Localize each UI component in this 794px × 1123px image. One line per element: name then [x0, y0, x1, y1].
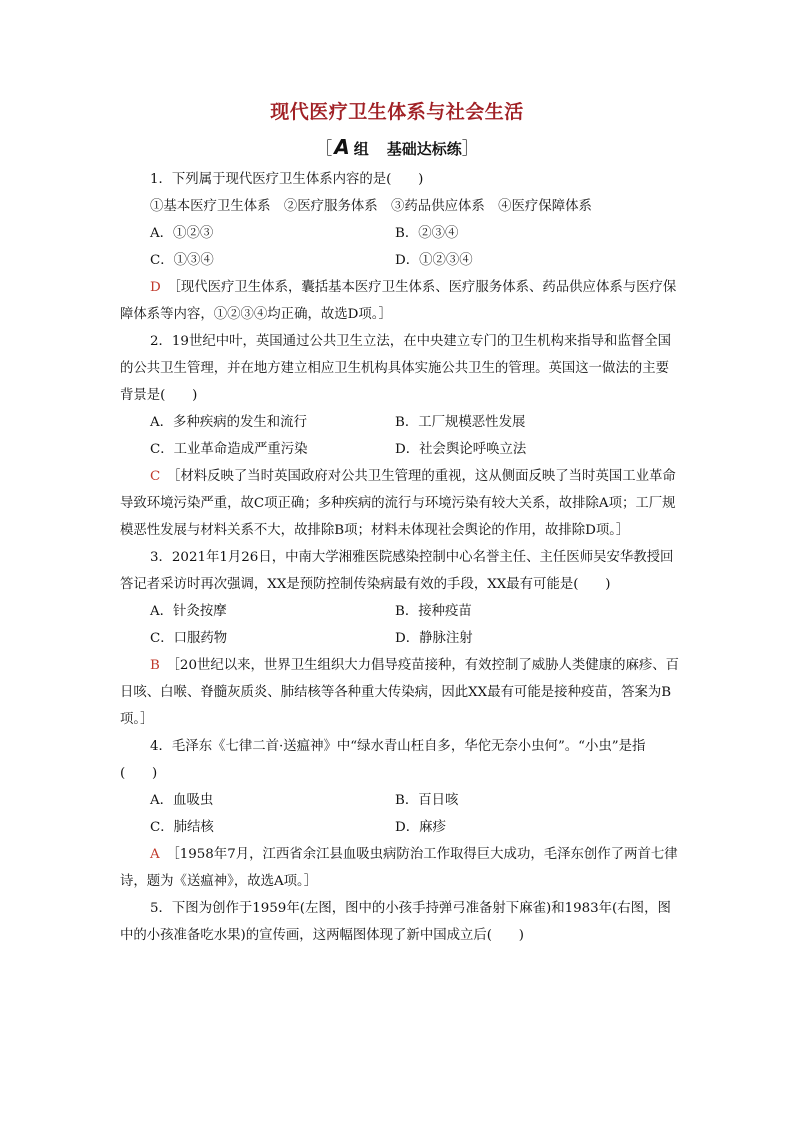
answer-explanation: ［材料反映了当时英国政府对公共卫生管理的重视，这从侧面反映了当时英国工业革命导致环境污染严重，故C项正确；多种疾病的流行与环境污染有较大关系，故排除A项；工厂规模恶性发展与材料关系不大，故排除B项；材料未体现社会舆论的作用，故排除D项。］ [120, 469, 676, 538]
group-heading [0, 134, 794, 159]
page-title: 现代医疗卫生体系与社会生活 [270, 101, 524, 123]
question-1-items: ①基本医疗卫生体系 ②医疗服务体系 ③药品供应体系 ④医疗保障体系 [150, 199, 592, 214]
option-b: B．②③④ [395, 226, 459, 241]
question-2-options-row [120, 436, 680, 463]
option-c: C．工业革命造成严重污染 [150, 442, 308, 457]
option-a: A．针灸按摩 [150, 604, 227, 619]
question-5-stem: 5．下图为创作于1959年(左图，图中的小孩手持弹弓准备射下麻雀)和1983年(右图，图中的小孩准备吃水果)的宣传画，这两幅图体现了新中国成立后( ) [120, 901, 671, 943]
answer-letter: B [150, 658, 160, 673]
option-a: A．①②③ [150, 226, 214, 241]
question-1-answer [120, 274, 680, 328]
bracket-close: ］ [461, 139, 479, 159]
option-c: C．肺结核 [150, 820, 214, 835]
bracket-open: ［ [315, 139, 333, 159]
question-list [120, 166, 680, 949]
question-2-stem: 2．19世纪中叶，英国通过公共卫生立法，在中央建立专门的卫生机构来指导和监督全国的公共卫生管理，并在地方建立相应卫生机构具体实施公共卫生的管理。英国这一做法的主要背景是( ) [120, 334, 672, 403]
answer-letter: A [150, 847, 160, 862]
answer-explanation: ［现代医疗卫生体系，囊括基本医疗卫生体系、医疗服务体系、药品供应体系与医疗保障体系等内容，①②③④均正确，故选D项。］ [120, 280, 677, 322]
option-d: D．①②③④ [395, 253, 473, 268]
question-2-options-row [120, 409, 680, 436]
option-d: D．静脉注射 [395, 631, 473, 646]
question-4-options-row [120, 814, 680, 841]
option-c: C．①③④ [150, 253, 214, 268]
group-badge: A [334, 135, 350, 159]
question-3-stem: 3．2021年1月26日，中南大学湘雅医院感染控制中心名誉主任、主任医师吴安华教授回答记者采访时再次强调，XX是预防控制传染病最有效的手段，XX最有可能是( ) [120, 550, 674, 592]
question-3-answer [120, 652, 680, 733]
answer-explanation: ［20世纪以来，世界卫生组织大力倡导疫苗接种，有效控制了威胁人类健康的麻疹、百日咳、白喉、脊髓灰质炎、肺结核等各种重大传染病，因此XX最有可能是接种疫苗，答案为B项。］ [120, 658, 680, 727]
question-1-stem: 1．下列属于现代医疗卫生体系内容的是( ) [150, 172, 424, 187]
option-b: B．工厂规模恶性发展 [395, 415, 526, 430]
answer-explanation: ［1958年7月，江西省余江县血吸虫病防治工作取得巨大成功，毛泽东创作了两首七律诗，题为《送瘟神》，故选A项。］ [120, 847, 678, 889]
group-name: 基础达标练 [386, 140, 462, 158]
option-a: A．血吸虫 [150, 793, 214, 808]
option-d: D．麻疹 [395, 820, 446, 835]
question-1-options-row [120, 247, 680, 274]
option-b: B．百日咳 [395, 793, 459, 808]
option-a: A．多种疾病的发生和流行 [150, 415, 307, 430]
question-1-options-row [120, 220, 680, 247]
question-3-options-row [120, 598, 680, 625]
question-4-options-row [120, 787, 680, 814]
question-3-options-row [120, 625, 680, 652]
option-d: D．社会舆论呼唤立法 [395, 442, 527, 457]
answer-letter: C [150, 469, 161, 484]
question-4-stem: 4．毛泽东《七律二首·送瘟神》中“绿水青山枉自多，华佗无奈小虫何”。“小虫”是指( ) [120, 739, 646, 781]
answer-letter: D [150, 280, 161, 295]
question-4-answer [120, 841, 680, 895]
option-b: B．接种疫苗 [395, 604, 472, 619]
question-2-answer [120, 463, 680, 544]
option-c: C．口服药物 [150, 631, 228, 646]
group-label: 组 [353, 140, 369, 158]
